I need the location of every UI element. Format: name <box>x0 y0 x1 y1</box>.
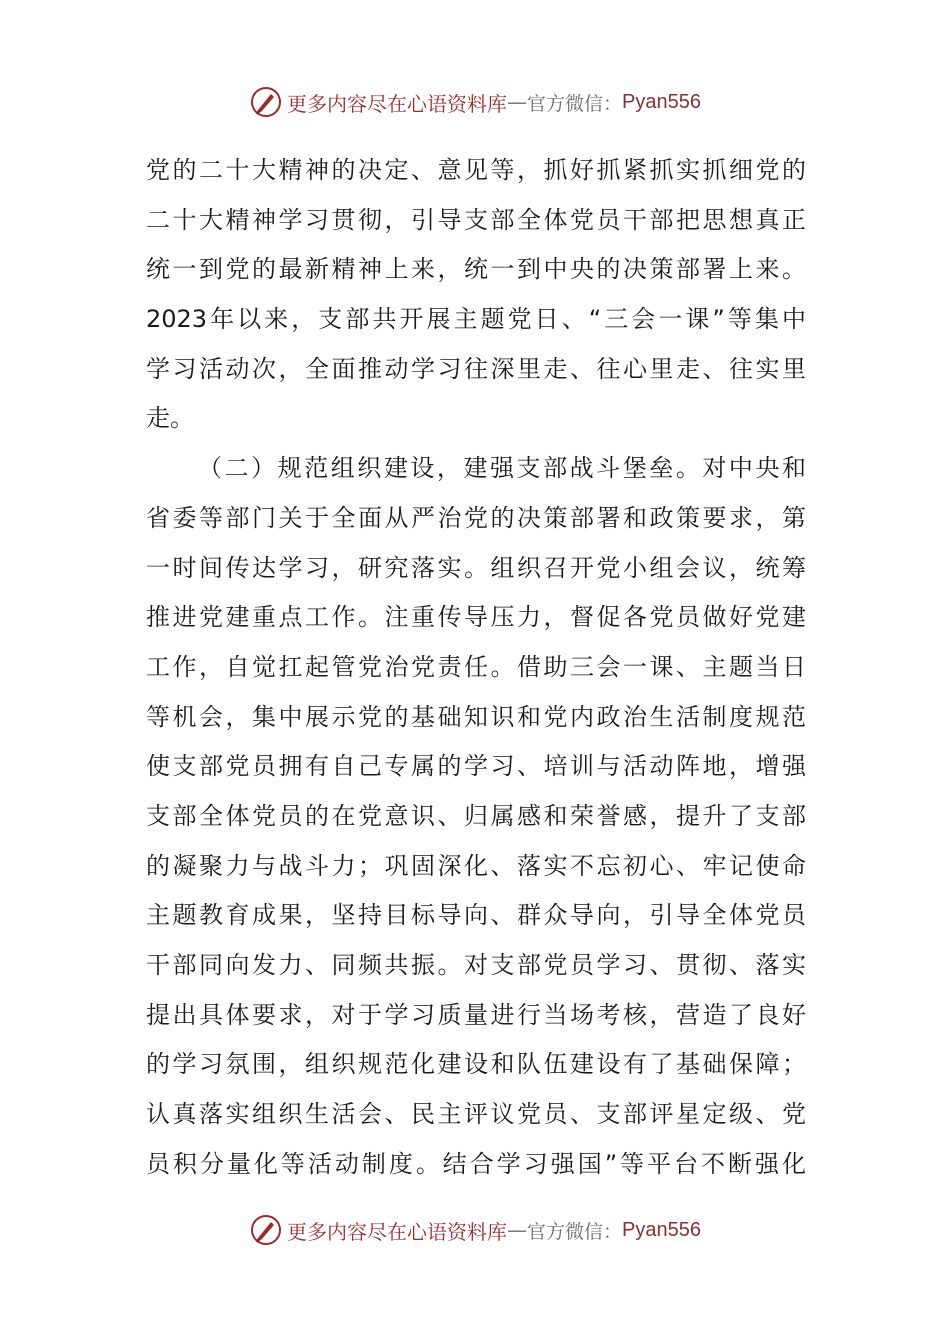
pen-logo-icon <box>249 85 283 119</box>
body-line: 使支部党员拥有自己专属的学习、培训与活动阵地，增强 <box>146 752 806 781</box>
footer-wechat-label: 官方微信： <box>527 1220 623 1243</box>
body-line: 推进党建重点工作。注重传导压力，督促各党员做好党建 <box>146 603 806 632</box>
body-line: 支部全体党员的在党意识、归属感和荣誉感，提升了支部 <box>146 801 806 830</box>
body-line: 二十大精神学习贯彻，引导支部全体党员干部把思想真正 <box>146 205 806 234</box>
body-line: 省委等部门关于全面从严治党的决策部署和政策要求，第 <box>146 503 806 532</box>
body-line: 工作，自觉扛起管党治党责任。借助三会一课、主题当日 <box>146 652 806 681</box>
body-line: 2023年以来，支部共开展主题党日、“三会一课”等集中 <box>146 305 806 334</box>
body-line: 干部同向发力、同频共振。对支部党员学习、贯彻、落实 <box>146 951 806 979</box>
document-body <box>146 146 806 1189</box>
pen-logo-icon <box>249 1213 283 1247</box>
body-line: 员积分量化等活动制度。结合学习强国”等平台不断强化 <box>146 1149 806 1178</box>
body-line: 主题教育成果，坚持目标导向、群众导向，引导全体党员 <box>146 901 806 930</box>
body-line: 的学习氛围，组织规范化建设和队伍建设有了基础保障； <box>146 1050 806 1079</box>
body-line: 学习活动次，全面推动学习往深里走、往心里走、往实里 <box>146 354 806 383</box>
footer-banner <box>0 1210 950 1250</box>
body-line: 走。 <box>146 404 194 433</box>
header-banner <box>0 82 950 122</box>
footer-dash: — <box>507 1218 527 1242</box>
body-line: 等机会，集中展示党的基础知识和党内政治生活制度规范 <box>146 702 806 731</box>
body-line: 一时间传达学习，研究落实。组织召开党小组会议，统筹 <box>146 553 806 582</box>
body-line: 统一到党的最新精神上来，统一到中央的决策部署上来。 <box>146 255 806 284</box>
body-line: 提出具体要求，对于学习质量进行当场考核，营造了良好 <box>146 1000 806 1029</box>
header-wechat-label: 官方微信： <box>527 92 623 115</box>
body-line: 的凝聚力与战斗力；巩固深化、落实不忘初心、牢记使命 <box>146 851 806 880</box>
footer-wechat-id: Pyan556 <box>622 1218 701 1241</box>
body-line: 党的二十大精神的决定、意见等，抓好抓紧抓实抓细党的 <box>146 156 806 184</box>
footer-brand-text: 更多内容尽在心语资料库 <box>287 1219 507 1244</box>
header-brand-text: 更多内容尽在心语资料库 <box>287 91 507 116</box>
header-dash: — <box>507 90 527 114</box>
body-line: 认真落实组织生活会、民主评议党员、支部评星定级、党 <box>146 1100 806 1129</box>
header-wechat-id: Pyan556 <box>622 90 701 113</box>
section-heading-line: （二）规范组织建设，建强支部战斗堡垒。对中央和 <box>198 454 806 483</box>
